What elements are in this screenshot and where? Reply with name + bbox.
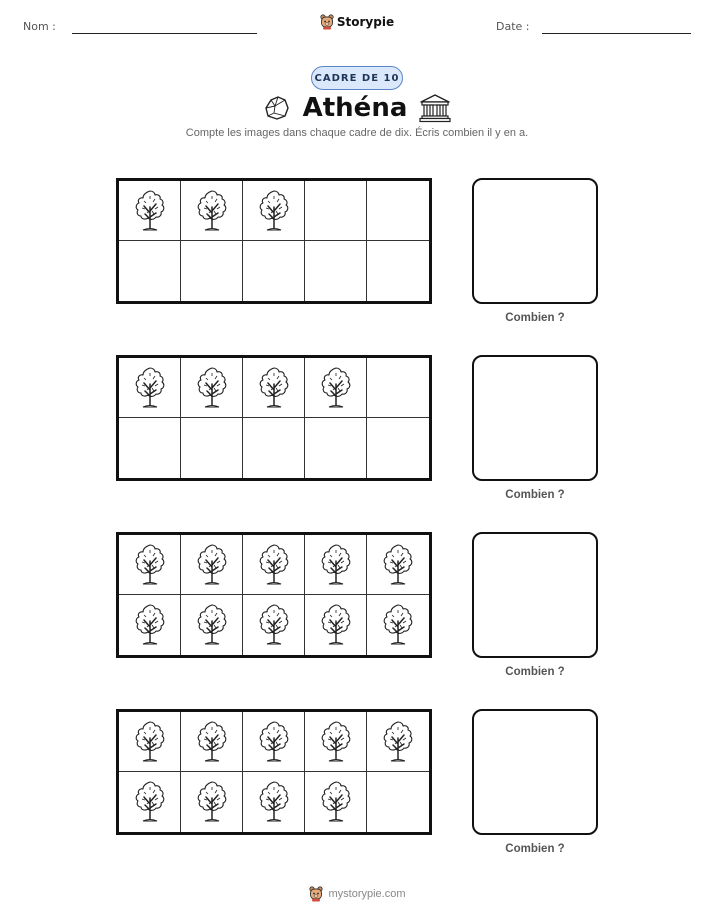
tree-icon bbox=[381, 543, 415, 587]
answer-box-1[interactable] bbox=[472, 178, 598, 304]
storypie-mascot-icon bbox=[320, 14, 334, 30]
date-field[interactable] bbox=[542, 33, 691, 34]
ten-frame-cell bbox=[181, 595, 243, 655]
answer-label: Combien ? bbox=[505, 489, 565, 501]
tree-icon bbox=[257, 720, 291, 764]
tree-icon bbox=[257, 603, 291, 647]
date-label: Date : bbox=[496, 20, 530, 33]
tree-icon bbox=[195, 189, 229, 233]
answer-label: Combien ? bbox=[505, 843, 565, 855]
tree-icon bbox=[319, 603, 353, 647]
ten-frame-cell bbox=[181, 241, 243, 301]
ten-frame-cell bbox=[367, 712, 429, 772]
ten-frame-4 bbox=[116, 709, 432, 835]
ten-frame-cell bbox=[243, 241, 305, 301]
tree-icon bbox=[195, 366, 229, 410]
tree-icon bbox=[133, 603, 167, 647]
ten-frame-cell bbox=[181, 418, 243, 478]
ten-frame-cell bbox=[243, 535, 305, 595]
ten-frame-cell bbox=[181, 772, 243, 832]
ten-frame-cell bbox=[243, 712, 305, 772]
title-row bbox=[0, 90, 714, 126]
ten-frame-cell bbox=[305, 181, 367, 241]
answer-label: Combien ? bbox=[505, 312, 565, 324]
ten-frame-cell bbox=[243, 418, 305, 478]
ten-frame-cell bbox=[119, 595, 181, 655]
temple-icon bbox=[419, 93, 451, 123]
ten-frame-cell bbox=[119, 418, 181, 478]
ten-frame-cell bbox=[305, 595, 367, 655]
rock-icon bbox=[263, 94, 291, 122]
ten-frame-cell bbox=[305, 772, 367, 832]
ten-frame-cell bbox=[367, 772, 429, 832]
tree-icon bbox=[381, 603, 415, 647]
tree-icon bbox=[257, 189, 291, 233]
ten-frame-cell bbox=[181, 535, 243, 595]
ten-frame-1 bbox=[116, 178, 432, 304]
ten-frame-cell bbox=[367, 535, 429, 595]
tree-icon bbox=[195, 780, 229, 824]
tree-icon bbox=[133, 720, 167, 764]
tree-icon bbox=[319, 780, 353, 824]
tree-icon bbox=[257, 780, 291, 824]
ten-frame-cell bbox=[119, 712, 181, 772]
tree-icon bbox=[381, 720, 415, 764]
footer-url: mystorypie.com bbox=[328, 888, 406, 900]
ten-frame-cell bbox=[119, 358, 181, 418]
worksheet-type-badge: CADRE DE 10 bbox=[311, 66, 403, 90]
ten-frame-cell bbox=[367, 358, 429, 418]
ten-frame-cell bbox=[243, 772, 305, 832]
ten-frame-cell bbox=[181, 358, 243, 418]
tree-icon bbox=[195, 720, 229, 764]
tree-icon bbox=[257, 366, 291, 410]
ten-frame-cell bbox=[305, 712, 367, 772]
name-field[interactable] bbox=[72, 33, 257, 34]
ten-frame-cell bbox=[243, 181, 305, 241]
tree-icon bbox=[133, 366, 167, 410]
storypie-mascot-icon bbox=[308, 886, 324, 902]
ten-frame-cell bbox=[367, 181, 429, 241]
ten-frame-cell bbox=[119, 181, 181, 241]
ten-frame-cell bbox=[181, 181, 243, 241]
tree-icon bbox=[257, 543, 291, 587]
ten-frame-cell bbox=[119, 772, 181, 832]
ten-frame-cell bbox=[305, 418, 367, 478]
ten-frame-cell bbox=[367, 418, 429, 478]
tree-icon bbox=[319, 543, 353, 587]
tree-icon bbox=[195, 603, 229, 647]
ten-frame-cell bbox=[305, 358, 367, 418]
footer bbox=[0, 886, 714, 902]
ten-frame-cell bbox=[181, 712, 243, 772]
tree-icon bbox=[133, 543, 167, 587]
brand-logo bbox=[0, 14, 714, 30]
answer-label: Combien ? bbox=[505, 666, 565, 678]
tree-icon bbox=[319, 720, 353, 764]
tree-icon bbox=[133, 780, 167, 824]
tree-icon bbox=[133, 189, 167, 233]
ten-frame-cell bbox=[305, 241, 367, 301]
ten-frame-cell bbox=[243, 595, 305, 655]
answer-box-2[interactable] bbox=[472, 355, 598, 481]
ten-frame-cell bbox=[119, 241, 181, 301]
ten-frame-cell bbox=[119, 535, 181, 595]
brand-name: Storypie bbox=[336, 15, 395, 29]
ten-frame-cell bbox=[305, 535, 367, 595]
answer-box-3[interactable] bbox=[472, 532, 598, 658]
name-label: Nom : bbox=[23, 20, 56, 33]
ten-frame-cell bbox=[367, 241, 429, 301]
ten-frame-cell bbox=[243, 358, 305, 418]
tree-icon bbox=[195, 543, 229, 587]
tree-icon bbox=[319, 366, 353, 410]
ten-frame-3 bbox=[116, 532, 432, 658]
instructions: Compte les images dans chaque cadre de dix. Écris combien il y en a. bbox=[185, 127, 529, 139]
page-title: Athéna bbox=[302, 93, 408, 123]
answer-box-4[interactable] bbox=[472, 709, 598, 835]
ten-frame-2 bbox=[116, 355, 432, 481]
ten-frame-cell bbox=[367, 595, 429, 655]
